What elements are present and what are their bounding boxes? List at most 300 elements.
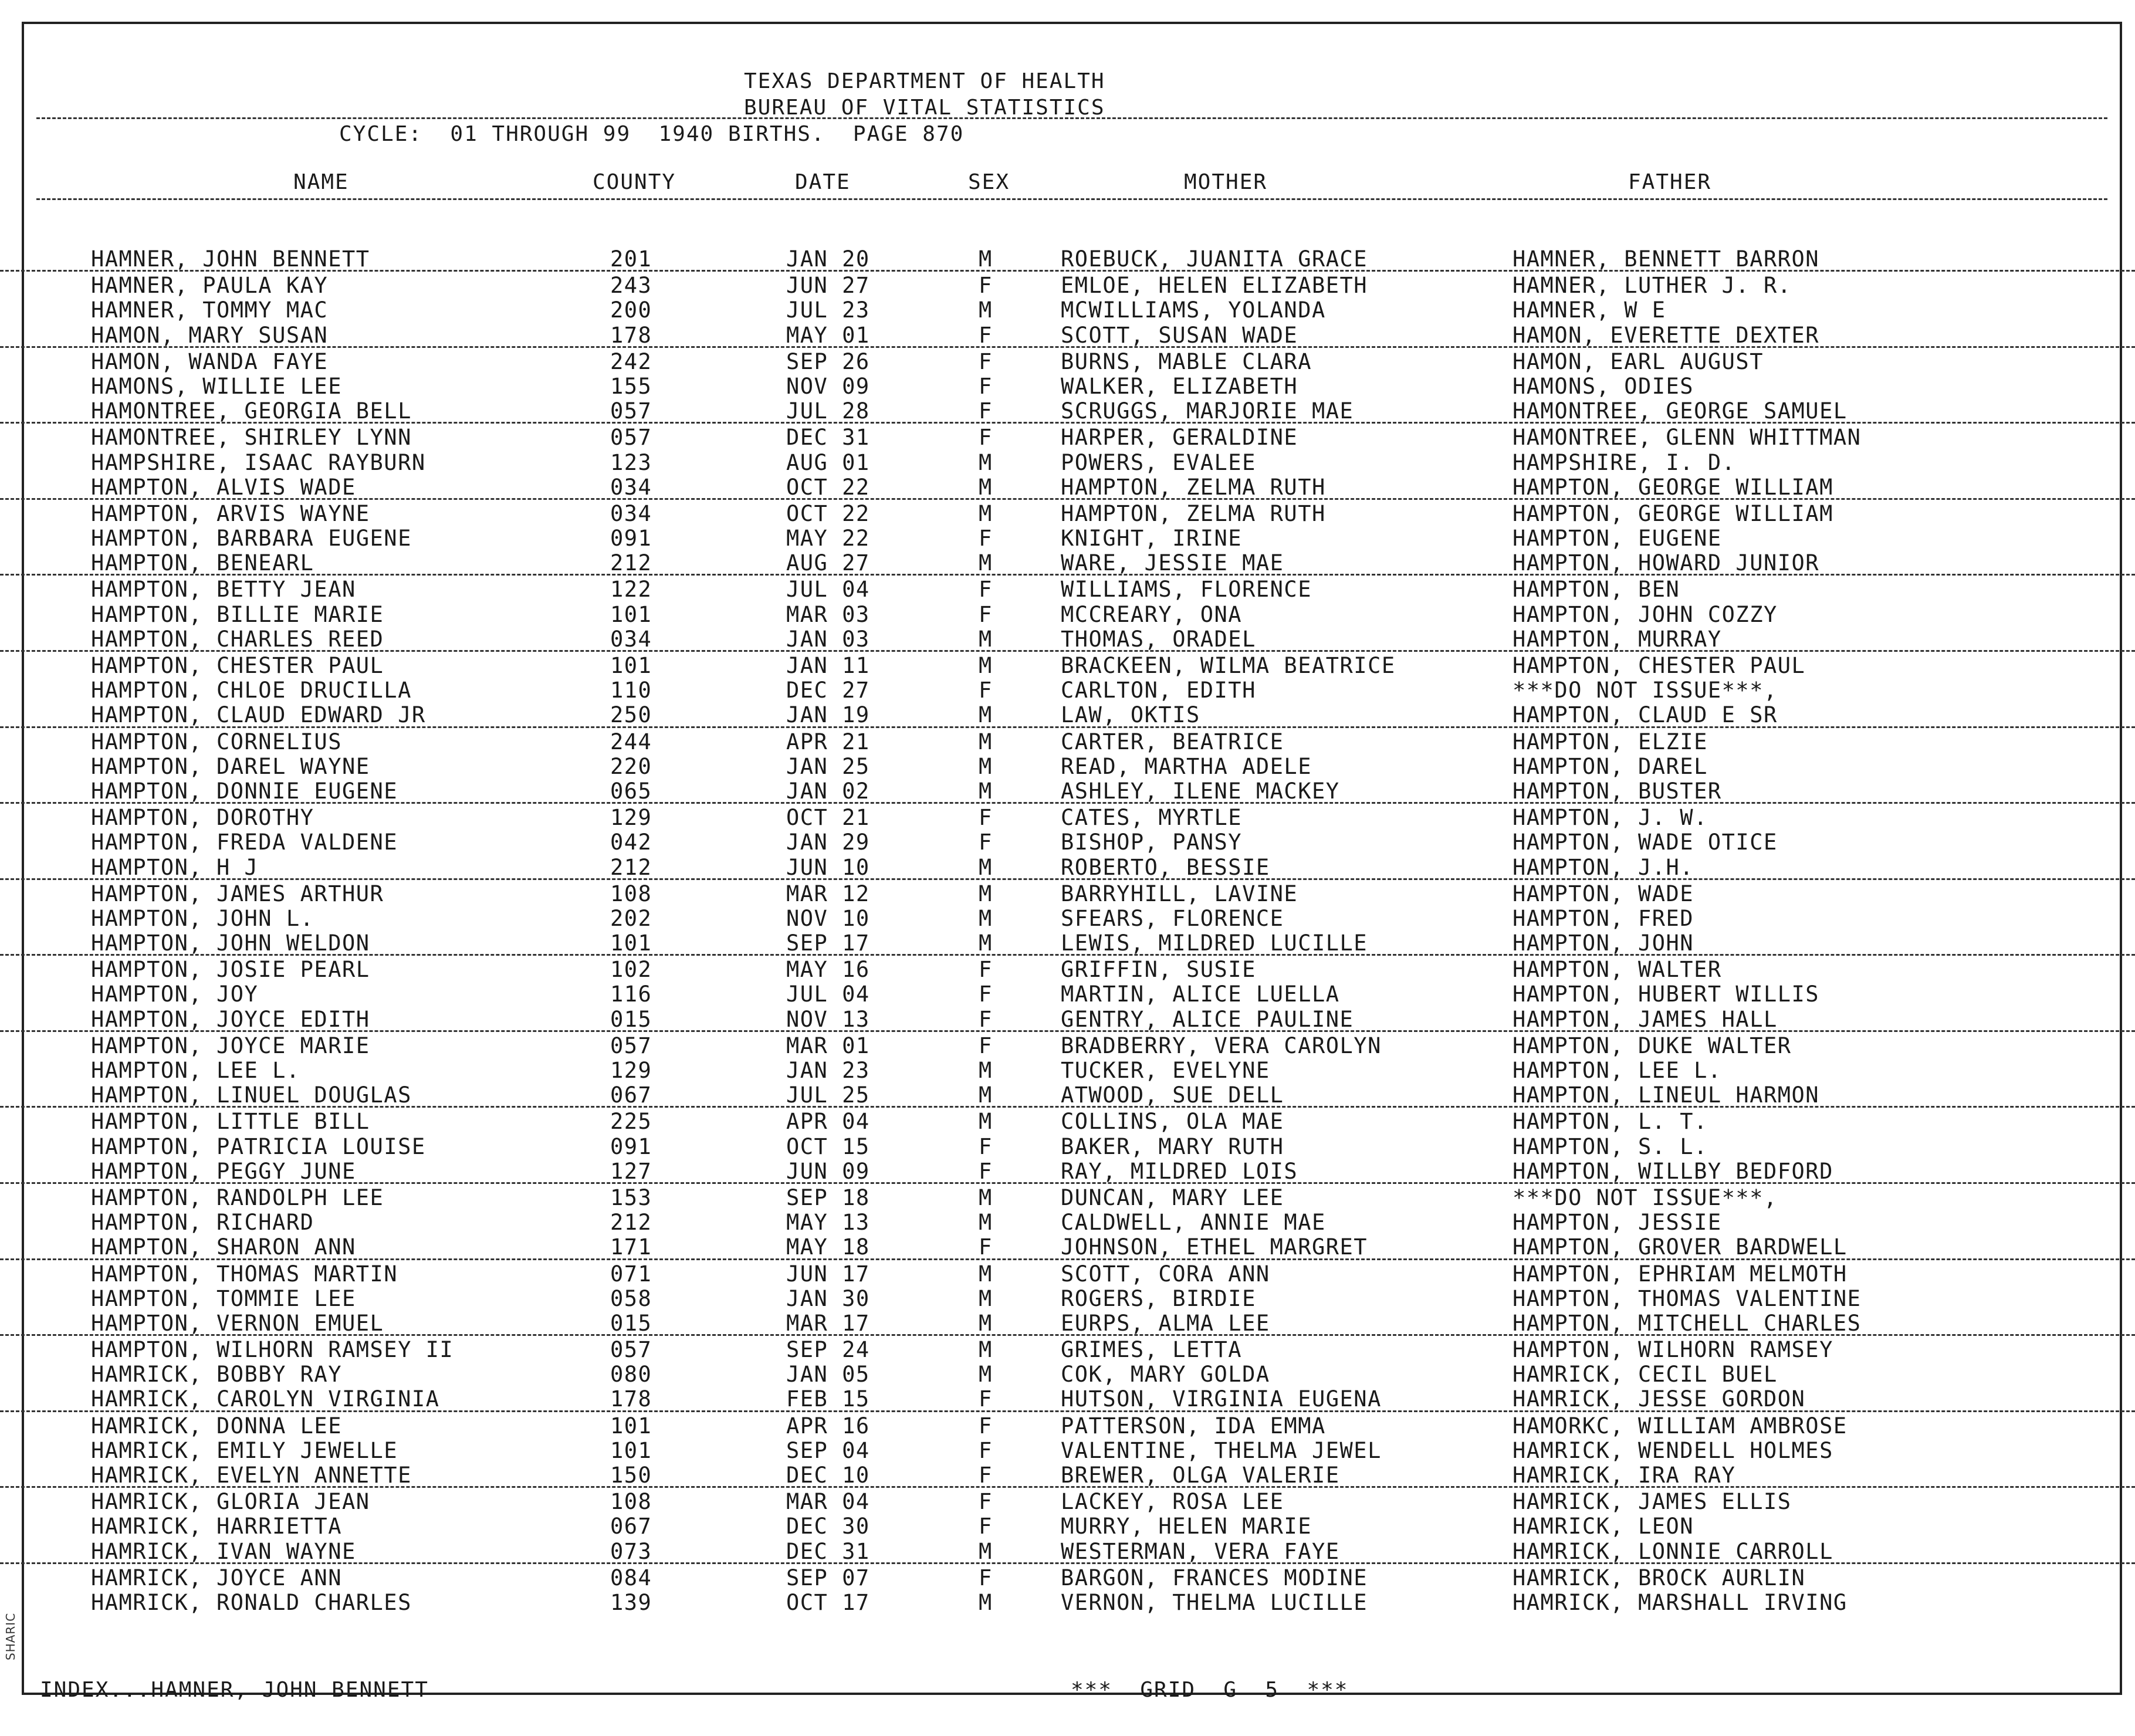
record-date: JAN 05: [786, 1362, 870, 1388]
record-date: JUN 27: [786, 273, 870, 299]
record-row: [0, 373, 2135, 397]
record-county: 065: [610, 778, 652, 804]
record-mother: CATES, MYRTLE: [1061, 805, 1243, 831]
record-row: [0, 1233, 2135, 1260]
record-name: HAMPTON, ARVIS WAYNE: [91, 500, 370, 526]
record-father: HAMPTON, JOHN COZZY: [1513, 601, 1778, 627]
record-sex: M: [979, 1185, 993, 1210]
record-name: HAMPTON, JOHN L.: [91, 905, 314, 931]
record-row: [0, 1385, 2135, 1412]
record-mother: WILLIAMS, FLORENCE: [1061, 577, 1312, 603]
record-sex: M: [979, 297, 993, 323]
record-name: HAMPTON, DONNIE EUGENE: [91, 778, 398, 804]
record-name: HAMONTREE, GEORGIA BELL: [91, 398, 412, 424]
record-date: MAR 01: [786, 1033, 870, 1058]
record-county: 101: [610, 1413, 652, 1439]
record-sex: F: [979, 1386, 993, 1412]
record-mother: COLLINS, OLA MAE: [1061, 1109, 1284, 1135]
record-sex: M: [979, 881, 993, 906]
record-row: [0, 322, 2135, 348]
record-county: 129: [610, 805, 652, 831]
record-mother: DUNCAN, MARY LEE: [1061, 1185, 1284, 1210]
record-mother: BREWER, OLGA VALERIE: [1061, 1463, 1340, 1488]
record-father: HAMPTON, S. L.: [1513, 1133, 1708, 1159]
record-county: 242: [610, 348, 652, 374]
record-father: HAMORKC, WILLIAM AMBROSE: [1513, 1413, 1848, 1439]
record-name: HAMPTON, BETTY JEAN: [91, 577, 356, 603]
record-county: 201: [610, 246, 652, 272]
record-name: HAMONTREE, SHIRLEY LYNN: [91, 425, 412, 451]
record-county: 129: [610, 1058, 652, 1083]
record-date: OCT 22: [786, 474, 870, 500]
record-sex: M: [979, 1362, 993, 1388]
record-date: MAR 04: [786, 1489, 870, 1515]
col-head-sex: SEX: [968, 170, 1010, 194]
record-father: HAMRICK, WENDELL HOLMES: [1513, 1437, 1833, 1463]
record-county: 101: [610, 1437, 652, 1463]
record-father: HAMPTON, BUSTER: [1513, 778, 1722, 804]
record-row: [0, 1512, 2135, 1537]
record-county: 108: [610, 881, 652, 906]
record-county: 067: [610, 1514, 652, 1539]
record-father: HAMPTON, J. W.: [1513, 805, 1708, 831]
record-row: [0, 1184, 2135, 1209]
record-mother: LEWIS, MILDRED LUCILLE: [1061, 930, 1368, 956]
record-father: HAMPTON, THOMAS VALENTINE: [1513, 1285, 1862, 1311]
record-row: [0, 1488, 2135, 1515]
record-name: HAMPTON, DAREL WAYNE: [91, 753, 370, 779]
record-sex: F: [979, 373, 993, 399]
record-father: HAMPTON, HUBERT WILLIS: [1513, 982, 1820, 1007]
record-sex: M: [979, 1538, 993, 1564]
record-name: HAMPTON, CHESTER PAUL: [91, 653, 384, 678]
record-mother: CALDWELL, ANNIE MAE: [1061, 1210, 1326, 1236]
record-father: HAMPTON, WADE OTICE: [1513, 830, 1778, 855]
record-mother: ASHLEY, ILENE MACKEY: [1061, 778, 1340, 804]
record-date: OCT 21: [786, 805, 870, 831]
record-name: HAMPTON, SHARON ANN: [91, 1234, 356, 1260]
record-name: HAMRICK, CAROLYN VIRGINIA: [91, 1386, 440, 1412]
record-father: HAMONTREE, GLENN WHITTMAN: [1513, 425, 1862, 451]
record-sex: F: [979, 678, 993, 703]
record-sex: F: [979, 601, 993, 627]
record-row: [0, 1564, 2135, 1589]
record-name: HAMONS, WILLIE LEE: [91, 373, 342, 399]
record-mother: MURRY, HELEN MARIE: [1061, 1514, 1312, 1539]
record-father: ***DO NOT ISSUE***,: [1513, 1185, 1778, 1210]
record-row: [0, 1589, 2135, 1613]
record-father: HAMRICK, JAMES ELLIS: [1513, 1489, 1792, 1515]
record-name: HAMRICK, RONALD CHARLES: [91, 1589, 412, 1615]
record-county: 220: [610, 753, 652, 779]
record-father: HAMPTON, JESSIE: [1513, 1210, 1722, 1236]
record-father: HAMPTON, FRED: [1513, 905, 1694, 931]
record-mother: EURPS, ALMA LEE: [1061, 1310, 1270, 1336]
record-mother: BISHOP, PANSY: [1061, 830, 1243, 855]
record-row: [0, 500, 2135, 524]
record-county: 057: [610, 398, 652, 424]
record-sex: M: [979, 1285, 993, 1311]
record-sex: M: [979, 500, 993, 526]
record-county: 243: [610, 273, 652, 299]
record-father: HAMRICK, IRA RAY: [1513, 1463, 1736, 1488]
record-date: JAN 23: [786, 1058, 870, 1083]
record-row: [0, 804, 2135, 831]
record-name: HAMPTON, RANDOLPH LEE: [91, 1185, 384, 1210]
record-father: HAMPTON, JOHN: [1513, 930, 1694, 956]
record-father: HAMPTON, JAMES HALL: [1513, 1006, 1778, 1032]
record-father: HAMRICK, BROCK AURLIN: [1513, 1565, 1806, 1591]
record-father: HAMPTON, MURRAY: [1513, 626, 1722, 652]
record-father: HAMONTREE, GEORGE SAMUEL: [1513, 398, 1848, 424]
record-date: SEP 04: [786, 1437, 870, 1463]
record-row: [0, 652, 2135, 676]
record-date: JAN 29: [786, 830, 870, 855]
record-county: 101: [610, 653, 652, 678]
record-sex: M: [979, 854, 993, 880]
record-county: 108: [610, 1489, 652, 1515]
record-name: HAMRICK, EMILY JEWELLE: [91, 1437, 398, 1463]
record-name: HAMPTON, JOYCE EDITH: [91, 1006, 370, 1032]
record-county: 102: [610, 957, 652, 983]
record-row: [0, 980, 2135, 1005]
record-date: SEP 18: [786, 1185, 870, 1210]
record-date: JUL 28: [786, 398, 870, 424]
record-mother: POWERS, EVALEE: [1061, 449, 1256, 475]
record-mother: BRADBERRY, VERA CAROLYN: [1061, 1033, 1382, 1058]
record-county: 057: [610, 1337, 652, 1363]
record-father: HAMPTON, HOWARD JUNIOR: [1513, 550, 1820, 576]
record-name: HAMRICK, GLORIA JEAN: [91, 1489, 370, 1515]
record-sex: M: [979, 753, 993, 779]
record-date: JAN 11: [786, 653, 870, 678]
record-mother: ATWOOD, SUE DELL: [1061, 1082, 1284, 1108]
record-row: [0, 1336, 2135, 1361]
record-row: [0, 880, 2135, 905]
record-father: HAMRICK, JESSE GORDON: [1513, 1386, 1806, 1412]
record-mother: JOHNSON, ETHEL MARGRET: [1061, 1234, 1368, 1260]
record-row: [0, 728, 2135, 753]
record-father: HAMPTON, LEE L.: [1513, 1058, 1722, 1083]
record-name: HAMPTON, CORNELIUS: [91, 729, 342, 754]
record-county: 155: [610, 373, 652, 399]
record-county: 067: [610, 1082, 652, 1108]
record-name: HAMON, MARY SUSAN: [91, 322, 329, 348]
record-name: HAMPTON, TOMMIE LEE: [91, 1285, 356, 1311]
record-sex: F: [979, 577, 993, 603]
record-date: JUN 09: [786, 1158, 870, 1184]
record-county: 091: [610, 526, 652, 551]
record-name: HAMON, WANDA FAYE: [91, 348, 329, 374]
record-row: [0, 1209, 2135, 1236]
record-father: HAMPTON, CLAUD E SR: [1513, 702, 1778, 728]
record-name: HAMPTON, LITTLE BILL: [91, 1109, 370, 1135]
record-name: HAMPTON, JOYCE MARIE: [91, 1033, 370, 1058]
record-county: 057: [610, 1033, 652, 1058]
record-mother: HAMPTON, ZELMA RUTH: [1061, 500, 1326, 526]
record-row: [0, 1538, 2135, 1564]
record-sex: M: [979, 930, 993, 956]
record-date: APR 16: [786, 1413, 870, 1439]
record-date: SEP 17: [786, 930, 870, 956]
record-father: HAMPTON, GEORGE WILLIAM: [1513, 500, 1833, 526]
record-father: HAMONS, ODIES: [1513, 373, 1694, 399]
record-father: HAMPSHIRE, I. D.: [1513, 449, 1736, 475]
record-name: HAMPTON, LEE L.: [91, 1058, 300, 1083]
record-mother: READ, MARTHA ADELE: [1061, 753, 1312, 779]
record-date: JAN 03: [786, 626, 870, 652]
record-date: MAR 17: [786, 1310, 870, 1336]
record-date: MAR 03: [786, 601, 870, 627]
record-mother: MCCREARY, ONA: [1061, 601, 1243, 627]
record-sex: F: [979, 348, 993, 374]
record-sex: F: [979, 1437, 993, 1463]
record-mother: BAKER, MARY RUTH: [1061, 1133, 1284, 1159]
record-county: 202: [610, 905, 652, 931]
record-father: HAMPTON, MITCHELL CHARLES: [1513, 1310, 1862, 1336]
record-date: MAR 12: [786, 881, 870, 906]
record-mother: HARPER, GERALDINE: [1061, 425, 1298, 451]
record-date: JAN 20: [786, 246, 870, 272]
record-sex: M: [979, 702, 993, 728]
record-sex: F: [979, 1234, 993, 1260]
record-county: 091: [610, 1133, 652, 1159]
record-date: JAN 30: [786, 1285, 870, 1311]
record-mother: SCOTT, CORA ANN: [1061, 1261, 1270, 1287]
record-date: OCT 15: [786, 1133, 870, 1159]
record-name: HAMPTON, CHLOE DRUCILLA: [91, 678, 412, 703]
record-date: JUL 23: [786, 297, 870, 323]
record-sex: M: [979, 1109, 993, 1135]
record-county: 110: [610, 678, 652, 703]
record-father: HAMPTON, DUKE WALTER: [1513, 1033, 1792, 1058]
record-date: MAY 22: [786, 526, 870, 551]
record-row: [0, 576, 2135, 603]
record-mother: THOMAS, ORADEL: [1061, 626, 1256, 652]
record-sex: F: [979, 398, 993, 424]
record-name: HAMPTON, CLAUD EDWARD JR: [91, 702, 426, 728]
record-date: NOV 10: [786, 905, 870, 931]
record-mother: SFEARS, FLORENCE: [1061, 905, 1284, 931]
record-date: DEC 31: [786, 1538, 870, 1564]
record-county: 225: [610, 1109, 652, 1135]
record-name: HAMPTON, ALVIS WADE: [91, 474, 356, 500]
record-mother: ROGERS, BIRDIE: [1061, 1285, 1256, 1311]
record-mother: SCOTT, SUSAN WADE: [1061, 322, 1298, 348]
record-sex: F: [979, 526, 993, 551]
record-mother: KNIGHT, IRINE: [1061, 526, 1243, 551]
record-row: [0, 1108, 2135, 1135]
dept-title: TEXAS DEPARTMENT OF HEALTH: [744, 69, 1105, 93]
record-date: JAN 19: [786, 702, 870, 728]
record-sex: F: [979, 1133, 993, 1159]
record-sex: M: [979, 653, 993, 678]
record-name: HAMNER, PAULA KAY: [91, 273, 329, 299]
record-row: [0, 424, 2135, 451]
record-row: [0, 348, 2135, 373]
record-county: 116: [610, 982, 652, 1007]
record-date: MAY 01: [786, 322, 870, 348]
record-mother: BRACKEEN, WILMA BEATRICE: [1061, 653, 1396, 678]
record-sex: F: [979, 805, 993, 831]
record-name: HAMPTON, CHARLES REED: [91, 626, 384, 652]
record-father: HAMRICK, LEON: [1513, 1514, 1694, 1539]
record-name: HAMPSHIRE, ISAAC RAYBURN: [91, 449, 426, 475]
record-date: DEC 30: [786, 1514, 870, 1539]
record-name: HAMPTON, VERNON EMUEL: [91, 1310, 384, 1336]
record-county: 150: [610, 1463, 652, 1488]
record-sex: F: [979, 1413, 993, 1439]
record-sex: M: [979, 1261, 993, 1287]
record-row: [0, 524, 2135, 549]
record-name: HAMPTON, JOHN WELDON: [91, 930, 370, 956]
record-date: AUG 01: [786, 449, 870, 475]
record-date: MAY 13: [786, 1210, 870, 1236]
record-name: HAMRICK, EVELYN ANNETTE: [91, 1463, 412, 1488]
record-name: HAMNER, TOMMY MAC: [91, 297, 329, 323]
record-row: [0, 449, 2135, 473]
record-county: 034: [610, 626, 652, 652]
record-row: [0, 1361, 2135, 1388]
record-row: [0, 753, 2135, 777]
record-mother: WARE, JESSIE MAE: [1061, 550, 1284, 576]
bureau-title: BUREAU OF VITAL STATISTICS: [744, 96, 1105, 120]
record-sex: F: [979, 1565, 993, 1591]
record-mother: EMLOE, HELEN ELIZABETH: [1061, 273, 1368, 299]
record-name: HAMRICK, JOYCE ANN: [91, 1565, 342, 1591]
record-sex: M: [979, 1589, 993, 1615]
record-row: [0, 828, 2135, 853]
record-county: 101: [610, 930, 652, 956]
record-county: 073: [610, 1538, 652, 1564]
record-date: APR 21: [786, 729, 870, 754]
record-father: HAMPTON, WALTER: [1513, 957, 1722, 983]
record-mother: TUCKER, EVELYNE: [1061, 1058, 1270, 1083]
rule-under-header: [36, 198, 2107, 200]
record-row: [0, 1081, 2135, 1108]
record-name: HAMPTON, JOY: [91, 982, 259, 1007]
record-father: HAMPTON, LINEUL HARMON: [1513, 1082, 1820, 1108]
record-father: HAMRICK, LONNIE CARROLL: [1513, 1538, 1833, 1564]
record-father: HAMPTON, CHESTER PAUL: [1513, 653, 1806, 678]
record-father: HAMNER, LUTHER J. R.: [1513, 273, 1792, 299]
record-name: HAMPTON, BENEARL: [91, 550, 314, 576]
record-county: 212: [610, 550, 652, 576]
record-row: [0, 296, 2135, 321]
record-father: HAMRICK, MARSHALL IRVING: [1513, 1589, 1848, 1615]
record-county: 212: [610, 854, 652, 880]
record-sex: F: [979, 957, 993, 983]
record-sex: F: [979, 273, 993, 299]
record-mother: MARTIN, ALICE LUELLA: [1061, 982, 1340, 1007]
record-name: HAMPTON, DOROTHY: [91, 805, 314, 831]
record-row: [0, 473, 2135, 500]
record-row: [0, 1461, 2135, 1488]
record-date: OCT 17: [786, 1589, 870, 1615]
record-county: 244: [610, 729, 652, 754]
record-row: [0, 1285, 2135, 1309]
record-county: 200: [610, 297, 652, 323]
record-father: HAMPTON, ELZIE: [1513, 729, 1708, 754]
record-mother: HUTSON, VIRGINIA EUGENA: [1061, 1386, 1382, 1412]
record-date: SEP 24: [786, 1337, 870, 1363]
record-date: NOV 09: [786, 373, 870, 399]
record-sex: M: [979, 1337, 993, 1363]
record-mother: LACKEY, ROSA LEE: [1061, 1489, 1284, 1515]
rule-top: [36, 117, 2107, 119]
record-date: SEP 26: [786, 348, 870, 374]
record-father: HAMPTON, GEORGE WILLIAM: [1513, 474, 1833, 500]
record-date: APR 04: [786, 1109, 870, 1135]
record-name: HAMPTON, PEGGY JUNE: [91, 1158, 356, 1184]
record-mother: MCWILLIAMS, YOLANDA: [1061, 297, 1326, 323]
record-sex: F: [979, 982, 993, 1007]
record-father: HAMNER, W E: [1513, 297, 1666, 323]
record-father: HAMPTON, WILLBY BEDFORD: [1513, 1158, 1833, 1184]
record-row: [0, 245, 2135, 272]
record-mother: SCRUGGS, MARJORIE MAE: [1061, 398, 1354, 424]
record-county: 171: [610, 1234, 652, 1260]
record-county: 250: [610, 702, 652, 728]
record-name: HAMPTON, BARBARA EUGENE: [91, 526, 412, 551]
record-sex: M: [979, 449, 993, 475]
record-sex: F: [979, 1514, 993, 1539]
record-name: HAMPTON, WILHORN RAMSEY II: [91, 1337, 454, 1363]
record-name: HAMPTON, RICHARD: [91, 1210, 314, 1236]
col-head-mother: MOTHER: [1184, 170, 1268, 194]
record-row: [0, 1309, 2135, 1336]
record-sex: M: [979, 626, 993, 652]
record-row: [0, 1437, 2135, 1461]
record-sex: F: [979, 425, 993, 451]
record-sex: M: [979, 246, 993, 272]
record-mother: WESTERMAN, VERA FAYE: [1061, 1538, 1340, 1564]
record-date: JUN 17: [786, 1261, 870, 1287]
record-name: HAMPTON, JAMES ARTHUR: [91, 881, 384, 906]
record-name: HAMPTON, PATRICIA LOUISE: [91, 1133, 426, 1159]
cycle-line: CYCLE: 01 THROUGH 99 1940 BIRTHS. PAGE 870: [339, 122, 965, 146]
record-sex: F: [979, 1033, 993, 1058]
record-name: HAMRICK, DONNA LEE: [91, 1413, 342, 1439]
record-row: [0, 905, 2135, 929]
col-head-name: NAME: [293, 170, 349, 194]
record-county: 080: [610, 1362, 652, 1388]
record-name: HAMPTON, FREDA VALDENE: [91, 830, 398, 855]
record-father: HAMPTON, BEN: [1513, 577, 1680, 603]
record-mother: ROEBUCK, JUANITA GRACE: [1061, 246, 1368, 272]
record-date: FEB 15: [786, 1386, 870, 1412]
record-sex: F: [979, 830, 993, 855]
record-sex: M: [979, 1310, 993, 1336]
side-label: SHARIC: [4, 1612, 18, 1660]
record-sex: M: [979, 778, 993, 804]
record-row: [0, 1057, 2135, 1081]
record-date: DEC 31: [786, 425, 870, 451]
record-father: HAMPTON, WILHORN RAMSEY: [1513, 1337, 1833, 1363]
record-sex: F: [979, 322, 993, 348]
record-mother: ROBERTO, BESSIE: [1061, 854, 1270, 880]
record-sex: F: [979, 1489, 993, 1515]
record-name: HAMPTON, THOMAS MARTIN: [91, 1261, 398, 1287]
record-father: HAMPTON, L. T.: [1513, 1109, 1708, 1135]
record-row: [0, 1158, 2135, 1184]
record-row: [0, 397, 2135, 424]
record-date: OCT 22: [786, 500, 870, 526]
record-date: JUL 04: [786, 982, 870, 1007]
record-name: HAMPTON, JOSIE PEARL: [91, 957, 370, 983]
record-row: [0, 929, 2135, 956]
col-head-county: COUNTY: [593, 170, 676, 194]
